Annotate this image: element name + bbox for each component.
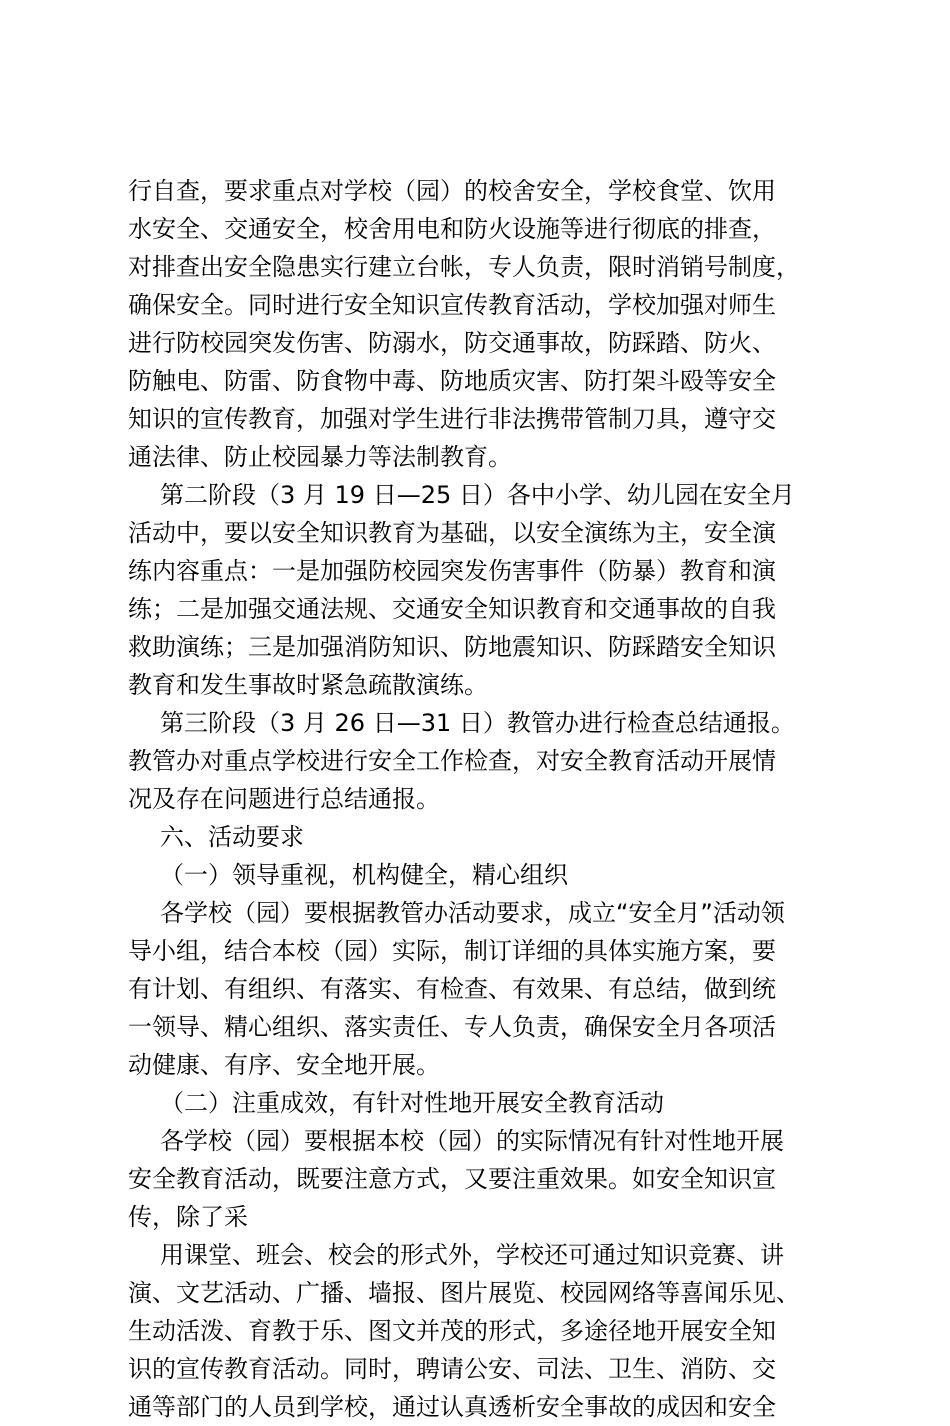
text-line: 防触电、防雷、防食物中毒、防地质灾害、防打架斗殴等安全 — [128, 367, 776, 395]
text-line: 救助演练；三是加强消防知识、防地震知识、防踩踏安全知识 — [128, 633, 776, 661]
text-line: 通法律、防止校园暴力等法制教育。 — [128, 443, 512, 471]
text-line: 水安全、交通安全，校舍用电和防火设施等进行彻底的排查， — [128, 215, 776, 243]
body-text — [128, 172, 828, 1426]
text-line: 对排查出安全隐患实行建立台帐，专人负责，限时消销号制度， — [128, 253, 800, 281]
text-line: 导小组，结合本校（园）实际，制订详细的具体实施方案，要 — [128, 937, 776, 965]
section-heading: 六、活动要求 — [160, 823, 304, 851]
text-line: 用课堂、班会、校会的形式外，学校还可通过知识竞赛、讲 — [160, 1241, 784, 1269]
text-line: 传，除了采 — [128, 1203, 248, 1231]
text-line: 练内容重点：一是加强防校园突发伤害事件（防暴）教育和演 — [128, 557, 776, 585]
text-line: 演、文艺活动、广播、墙报、图片展览、校园网络等喜闻乐见、 — [128, 1279, 800, 1307]
text-line: 况及存在问题进行总结通报。 — [128, 785, 440, 813]
text-line: 一领导、精心组织、落实责任、专人负责，确保安全月各项活 — [128, 1013, 776, 1041]
text-line: 识的宣传教育活动。同时，聘请公安、司法、卫生、消防、交 — [128, 1355, 776, 1383]
text-line: 练；二是加强交通法规、交通安全知识教育和交通事故的自我 — [128, 595, 776, 623]
subsection-heading: （一）领导重视，机构健全，精心组织 — [160, 861, 568, 889]
text-line: 活动中，要以安全知识教育为基础，以安全演练为主，安全演 — [128, 519, 776, 547]
text-line: 行自查，要求重点对学校（园）的校舍安全，学校食堂、饮用 — [128, 177, 776, 205]
text-line: 教育和发生事故时紧急疏散演练。 — [128, 671, 488, 699]
stage-three-heading-line: 第三阶段（3 月 26 日—31 日）教管办进行检查总结通报。 — [160, 709, 795, 737]
text-line: 各学校（园）要根据本校（园）的实际情况有针对性地开展 — [160, 1127, 784, 1155]
text-line: 动健康、有序、安全地开展。 — [128, 1051, 440, 1079]
text-line: 进行防校园突发伤害、防溺水，防交通事故，防踩踏、防火、 — [128, 329, 776, 357]
text-line: 确保安全。同时进行安全知识宣传教育活动，学校加强对师生 — [128, 291, 776, 319]
text-line: 有计划、有组织、有落实、有检查、有效果、有总结，做到统 — [128, 975, 776, 1003]
text-line: 通等部门的人员到学校，通过认真透析安全事故的成因和安全 — [128, 1393, 776, 1421]
text-line: 教管办对重点学校进行安全工作检查，对安全教育活动开展情 — [128, 747, 776, 775]
text-line: 知识的宣传教育，加强对学生进行非法携带管制刀具，遵守交 — [128, 405, 776, 433]
text-line: 安全教育活动，既要注意方式，又要注重效果。如安全知识宣 — [128, 1165, 776, 1193]
subsection-heading: （二）注重成效，有针对性地开展安全教育活动 — [160, 1089, 664, 1117]
text-line: 各学校（园）要根据教管办活动要求，成立“安全月”活动领 — [160, 899, 785, 927]
text-line: 生动活泼、育教于乐、图文并茂的形式，多途径地开展安全知 — [128, 1317, 776, 1345]
stage-two-heading-line: 第二阶段（3 月 19 日—25 日）各中小学、幼儿园在安全月 — [160, 481, 795, 509]
